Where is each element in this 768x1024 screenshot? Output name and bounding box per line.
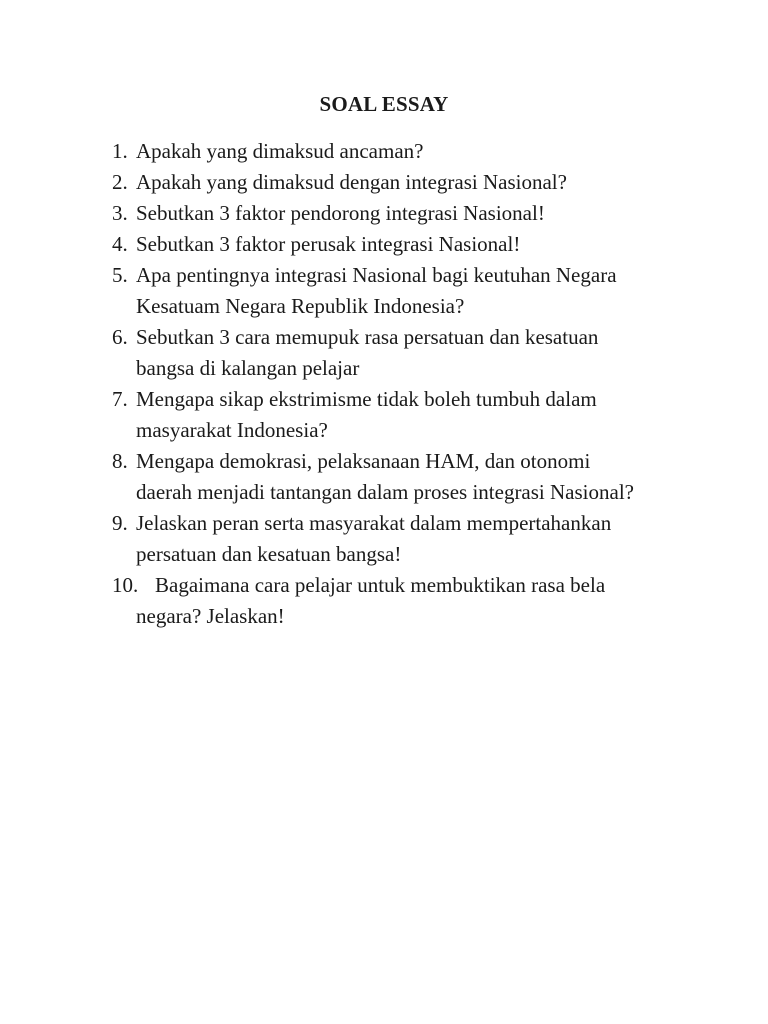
question-line: Apakah yang dimaksud ancaman? [136, 139, 424, 163]
question-text [136, 198, 712, 229]
question-line: Sebutkan 3 cara memupuk rasa persatuan dan kesatuan [136, 325, 599, 349]
question-number: 2. [112, 170, 128, 194]
question-text [136, 229, 712, 260]
question-text [136, 167, 712, 198]
question-text [136, 384, 712, 446]
question-line: bangsa di kalangan pelajar [136, 356, 360, 380]
question-text [136, 508, 712, 570]
question-line: Kesatuam Negara Republik Indonesia? [136, 294, 465, 318]
question-number: 3. [112, 201, 128, 225]
question-item [112, 384, 712, 446]
question-line: Jelaskan peran serta masyarakat dalam mempertahankan [136, 511, 612, 535]
question-number: 9. [112, 511, 128, 535]
question-text [136, 570, 712, 632]
question-line: Sebutkan 3 faktor pendorong integrasi Nasional! [136, 201, 545, 225]
question-number: 7. [112, 387, 128, 411]
question-text [136, 446, 712, 508]
question-item [112, 260, 712, 322]
question-number: 8. [112, 449, 128, 473]
question-text [136, 260, 712, 322]
question-item [112, 508, 712, 570]
question-line: daerah menjadi tantangan dalam proses integrasi Nasional? [136, 480, 634, 504]
question-item [112, 446, 712, 508]
question-item [112, 136, 712, 167]
question-item [112, 167, 712, 198]
question-line: persatuan dan kesatuan bangsa! [136, 542, 402, 566]
question-line: Bagaimana cara pelajar untuk membuktikan rasa bela [155, 573, 606, 597]
page-title: SOAL ESSAY [319, 92, 449, 116]
question-line: negara? Jelaskan! [136, 604, 285, 628]
question-number: 10. [112, 573, 139, 597]
question-line: Apakah yang dimaksud dengan integrasi Nasional? [136, 170, 567, 194]
question-number: 4. [112, 232, 128, 256]
question-number: 1. [112, 139, 128, 163]
question-item [112, 322, 712, 384]
question-line: masyarakat Indonesia? [136, 418, 328, 442]
question-item [112, 198, 712, 229]
question-line: Sebutkan 3 faktor perusak integrasi Nasional! [136, 232, 521, 256]
question-item [112, 229, 712, 260]
question-line: Apa pentingnya integrasi Nasional bagi keutuhan Negara [136, 263, 617, 287]
question-number: 6. [112, 325, 128, 349]
question-number: 5. [112, 263, 128, 287]
question-text [136, 136, 712, 167]
question-line: Mengapa sikap ekstrimisme tidak boleh tumbuh dalam [136, 387, 597, 411]
question-line: Mengapa demokrasi, pelaksanaan HAM, dan otonomi [136, 449, 591, 473]
question-text [136, 322, 712, 384]
question-item [112, 570, 712, 632]
question-list [112, 136, 712, 632]
